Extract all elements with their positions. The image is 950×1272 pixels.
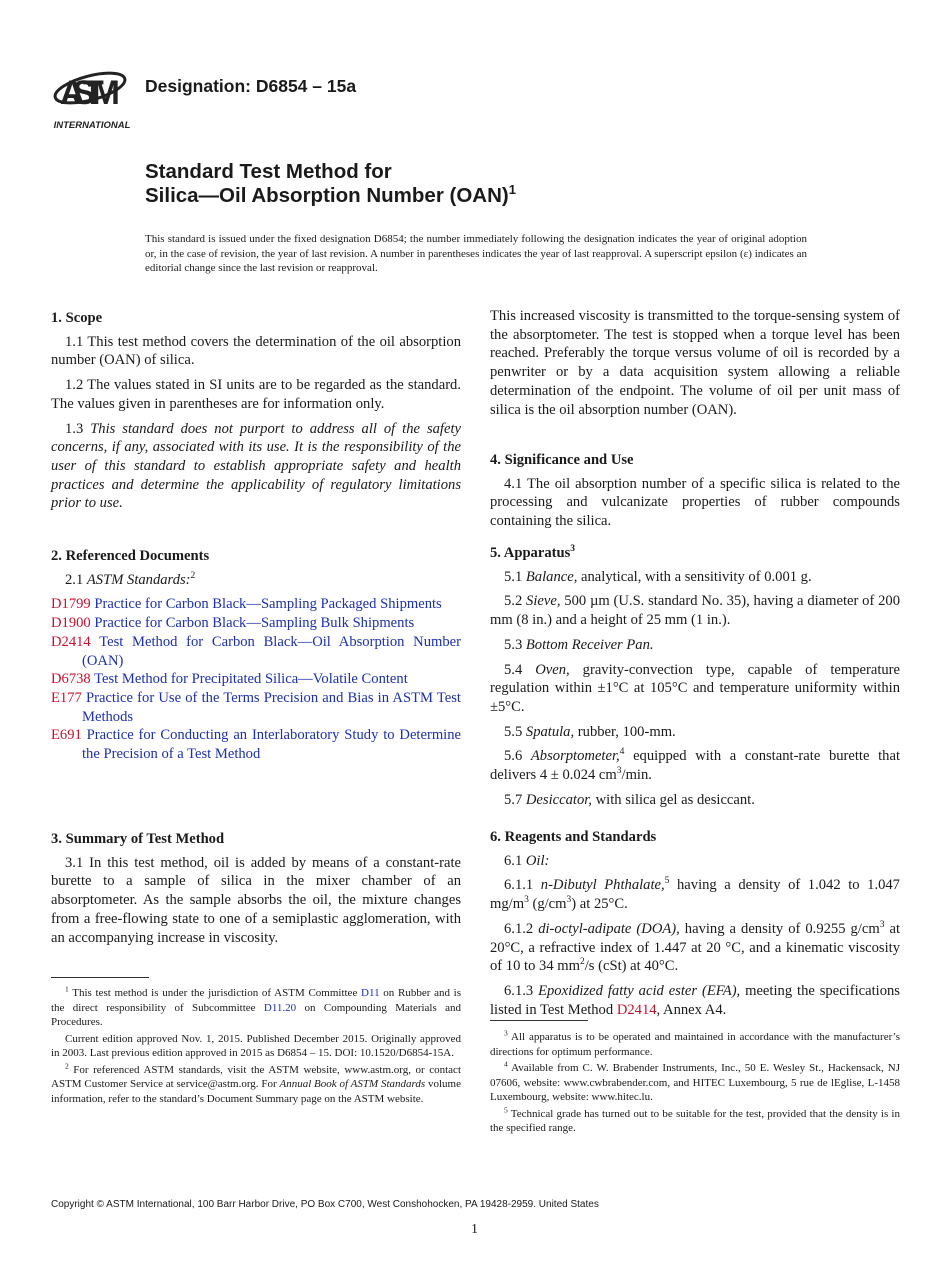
section-heading xyxy=(490,828,900,847)
text-run: Absorptometer, xyxy=(530,748,620,765)
text-run: Available from C. W. Brabender Instruments, Inc., 50 E. Wesley St., Hackensack, NJ 07606, website: www.cwbrabender.com, and HITEC Luxembourg, 5 rue de lEglise, L-1458 Luxembourg, website: www.hitec.lu. xyxy=(490,1062,900,1103)
intro-note: This standard is issued under the fixed designation D6854; the number immediately following the designation indicates the year of original adoption or, in the case of revision, the year of last revision. A number in parentheses indicates the year of last reapproval. A superscript epsilon (ε) indicates an editorial change since the last revision or reapproval. xyxy=(145,233,807,275)
footnote xyxy=(490,1061,900,1105)
text-run: having a density of 0.9255 g/cm xyxy=(679,920,880,937)
paragraph xyxy=(51,571,461,590)
title-line-1: Standard Test Method for xyxy=(145,160,392,183)
referenced-document[interactable] xyxy=(51,726,461,763)
text-run: on Rubber and is the direct responsibility of Subcommittee xyxy=(51,987,461,1014)
referenced-document[interactable] xyxy=(51,670,461,689)
reference-title[interactable]: Test Method for Carbon Black—Oil Absorption Number (OAN) xyxy=(82,633,461,669)
text-run: 5.7 xyxy=(504,791,526,808)
title-line-2-text: Silica—Oil Absorption Number (OAN) xyxy=(145,184,509,207)
reference-code[interactable]: D6738 xyxy=(51,671,91,688)
footnote xyxy=(51,1032,461,1061)
text-run: 5.5 xyxy=(504,723,526,740)
text-run: 500 µm (U.S. standard No. 35), having a diameter of 200 mm (8 in.) and a height of 25 mm (1 in.). xyxy=(490,593,901,629)
paragraph xyxy=(51,854,461,948)
section-referenced-documents xyxy=(51,547,461,764)
text-run: Oven, xyxy=(535,661,570,678)
astm-logo xyxy=(50,58,134,132)
footnote-ref: 3 xyxy=(570,544,576,555)
text-run: /s (cSt) at 40°C. xyxy=(584,958,679,975)
section-heading-text: 4. Significance and Use xyxy=(490,452,634,468)
footnote-ref: 5 xyxy=(664,876,670,887)
reference-code[interactable]: D1799 xyxy=(51,596,91,613)
text-run: Desiccator, xyxy=(525,791,592,808)
paragraph xyxy=(51,376,461,413)
designation: Designation: D6854 – 15a xyxy=(145,76,357,96)
text-run: For referenced ASTM standards, visit the ASTM website, www.astm.org, or contact ASTM Customer Service at service@astm.org. For xyxy=(51,1063,461,1090)
section-reagents xyxy=(490,828,900,1025)
text-run: All apparatus is to be operated and maintained in accordance with the manufacturer’s directions for optimum performance. xyxy=(490,1031,900,1058)
footnotes-right xyxy=(490,1030,900,1138)
text-run: Oil: xyxy=(525,852,550,869)
footnote xyxy=(51,1060,461,1107)
text-run: Balance, xyxy=(525,568,578,585)
text-run: on Compounding Materials and Procedures. xyxy=(51,1001,462,1028)
logo-subtext: INTERNATIONAL xyxy=(53,120,131,131)
footnote-ref: 2 xyxy=(65,1060,69,1070)
text-run: 6.1 xyxy=(504,852,526,869)
reference-code[interactable]: D2414 xyxy=(51,633,91,650)
section-heading xyxy=(490,544,900,563)
page-number: 1 xyxy=(471,1222,478,1237)
reference-title[interactable]: Practice for Carbon Black—Sampling Bulk Shipments xyxy=(94,615,415,632)
footnote-ref: 2 xyxy=(580,957,585,968)
reference-title[interactable]: Practice for Carbon Black—Sampling Packaged Shipments xyxy=(94,596,442,613)
document-title xyxy=(145,160,516,208)
text-run: Epoxidized fatty acid ester (EFA), xyxy=(538,982,741,999)
paragraph xyxy=(490,920,900,976)
paragraph xyxy=(490,876,900,913)
text-run: ) at 25°C. xyxy=(571,896,628,913)
referenced-document[interactable] xyxy=(51,689,461,726)
paragraph xyxy=(51,333,461,370)
text-run: This increased viscosity is transmitted to the torque-sensing system of the absorptometer. The test is stopped when a torque level has been reached. Preferably the torque versus volume of oil is recorded by a penwriter or by a data acquisition system allowing a reliable determination of the endpoint. The volume of oil per unit mass of silica is the oil absorption number (OAN). xyxy=(490,308,900,418)
footnote-divider xyxy=(490,1020,588,1021)
reference-title[interactable]: Practice for Conducting an Interlaboratory Study to Determine the Precision of a Test Method xyxy=(82,727,462,763)
text-run: 1.1 This test method covers the determination of the oil absorption number (OAN) of silica. xyxy=(51,333,461,369)
text-run: volume information, refer to the standard’s Document Summary page on the ASTM website. xyxy=(51,1078,461,1105)
paragraph xyxy=(490,791,900,810)
text-run: Spatula, xyxy=(525,723,575,740)
text-run: 5.3 xyxy=(504,636,526,653)
paragraph xyxy=(490,852,900,871)
text-run: Sieve, xyxy=(526,593,561,610)
referenced-document[interactable] xyxy=(51,595,461,614)
section-heading xyxy=(51,830,461,849)
footnote xyxy=(51,986,461,1030)
footnote-ref: 3 xyxy=(616,766,622,777)
reference-link[interactable]: D11 xyxy=(361,987,380,999)
text-run: 1.3 xyxy=(65,420,91,437)
text-run: This test method is under the jurisdiction of ASTM Committee xyxy=(68,987,362,999)
reference-code[interactable]: D1900 xyxy=(51,615,91,632)
copyright: Copyright © ASTM International, 100 Barr Harbor Drive, PO Box C700, West Conshohocken, PA 19428-2959. United States xyxy=(51,1199,599,1210)
footnote-ref: 3 xyxy=(504,1028,508,1038)
section-summary xyxy=(51,830,461,953)
footnote xyxy=(490,1030,900,1059)
text-run: Current edition approved Nov. 1, 2015. Published December 2015. Originally approved in 2003. Last previous edition approved in 2015 as D6854 – 15. DOI: 10.1520/D6854-15A. xyxy=(51,1032,461,1059)
title-footnote-ref: 1 xyxy=(508,182,516,198)
section-summary-continued xyxy=(490,307,900,425)
referenced-document[interactable] xyxy=(51,633,461,670)
text-run: n-Dibutyl Phthalate, xyxy=(540,877,665,894)
reference-title[interactable]: Test Method for Precipitated Silica—Volatile Content xyxy=(94,671,408,688)
title-line-2 xyxy=(145,184,516,208)
text-run: having a density of 1.042 to 1.047 mg/m xyxy=(490,877,900,913)
paragraph xyxy=(490,747,900,784)
paragraph xyxy=(490,661,900,717)
text-run: at 20°C, a refractive index of 1.447 at 20 °C, and a kinematic viscosity of 10 to 34 mm xyxy=(490,920,900,975)
paragraph xyxy=(490,475,900,531)
text-run: gravity-convection type, capable of temperature regulation within ±1°C at 105°C and temperature uniformity within ±5°C. xyxy=(490,661,901,715)
reference-title[interactable]: Practice for Use of the Terms Precision and Bias in ASTM Test Methods xyxy=(82,689,461,725)
text-run: meeting the specifications listed in Test Method xyxy=(490,982,900,1018)
text-run: /min. xyxy=(621,767,652,784)
paragraph xyxy=(490,982,900,1019)
section-heading-text: 1. Scope xyxy=(51,310,103,326)
paragraph xyxy=(490,592,900,629)
text-run: analytical, with a sensitivity of 0.001 g. xyxy=(577,568,812,585)
referenced-document[interactable] xyxy=(51,614,461,633)
section-apparatus xyxy=(490,544,900,815)
logo-text: ASTM xyxy=(60,74,120,112)
reference-link[interactable]: D11.20 xyxy=(263,1001,297,1014)
paragraph xyxy=(490,568,900,587)
section-heading xyxy=(51,547,461,566)
text-run: 5.2 xyxy=(504,593,527,610)
text-run: (g/cm xyxy=(528,896,567,913)
footnote-divider xyxy=(51,977,149,978)
text-run: rubber, 100-mm. xyxy=(574,723,676,740)
text-run: 6.1.1 xyxy=(504,877,541,894)
text-run: 1.2 The values stated in SI units are to be regarded as the standard. The values given in parentheses are for information only. xyxy=(51,377,461,412)
text-run: Technical grade has turned out to be suitable for the test, provided that the density is in the specified range. xyxy=(490,1107,900,1134)
text-run: 3.1 In this test method, oil is added by means of a constant-rate burette to a sample of silica in the mixer chamber of an absorptometer. As the sample absorbs the oil, the mixture changes from a free-flowing state to one of a semiplastic agglomeration, with an accompanying increase in viscosity. xyxy=(51,854,461,946)
paragraph xyxy=(490,307,900,419)
footnote-ref: 3 xyxy=(566,895,572,906)
section-heading xyxy=(490,451,900,470)
text-run: with silica gel as desiccant. xyxy=(591,791,755,808)
footnote-ref: 4 xyxy=(504,1059,508,1069)
text-run: 5.1 xyxy=(504,568,526,585)
text-run: 4.1 The oil absorption number of a specific silica is related to the processing and vulcanizate properties of rubber compounds containing the silica. xyxy=(490,475,900,530)
text-run: 6.1.2 xyxy=(504,920,539,937)
text-run: 5.4 xyxy=(504,661,536,678)
reference-code[interactable]: E177 xyxy=(51,689,82,706)
text-run: 5.6 xyxy=(504,748,531,765)
reference-link[interactable]: D2414 xyxy=(616,1001,657,1018)
section-heading-text: 3. Summary of Test Method xyxy=(51,831,225,847)
footnote-ref: 5 xyxy=(504,1104,508,1114)
paragraph xyxy=(51,420,461,514)
text-run: This standard does not purport to address all of the safety concerns, if any, associated with its use. It is the responsibility of the user of this standard to establish appropriate safety and health practices and determine the applicability of regulatory limitations prior to use. xyxy=(51,420,461,512)
text-run: , Annex A4. xyxy=(656,1001,727,1018)
reference-code[interactable]: E691 xyxy=(51,727,82,744)
section-significance xyxy=(490,451,900,537)
section-heading-text: 2. Referenced Documents xyxy=(51,548,210,564)
text-run: di-octyl-adipate (DOA), xyxy=(538,920,680,937)
footnote-ref: 2 xyxy=(190,570,196,581)
text-run: ASTM Standards: xyxy=(86,571,191,588)
paragraph xyxy=(490,636,900,655)
text-run: Bottom Receiver Pan. xyxy=(525,636,654,653)
section-scope xyxy=(51,309,461,519)
text-run: 6.1.3 xyxy=(504,982,539,999)
footnote-ref: 4 xyxy=(619,747,625,758)
footnotes-left xyxy=(51,986,461,1108)
footnote-ref: 3 xyxy=(524,895,529,906)
footnote-ref: 1 xyxy=(65,984,69,994)
footnote xyxy=(490,1104,900,1136)
footnote-ref: 3 xyxy=(879,919,885,930)
text-run: 2.1 xyxy=(65,571,87,588)
section-heading-text: 5. Apparatus xyxy=(490,545,571,561)
text-run: Annual Book of ASTM Standards xyxy=(279,1078,426,1090)
paragraph xyxy=(490,723,900,742)
text-run: equipped with a constant-rate burette that delivers 4 ± 0.024 cm xyxy=(490,748,900,784)
section-heading-text: 6. Reagents and Standards xyxy=(490,829,657,845)
section-heading xyxy=(51,309,461,328)
